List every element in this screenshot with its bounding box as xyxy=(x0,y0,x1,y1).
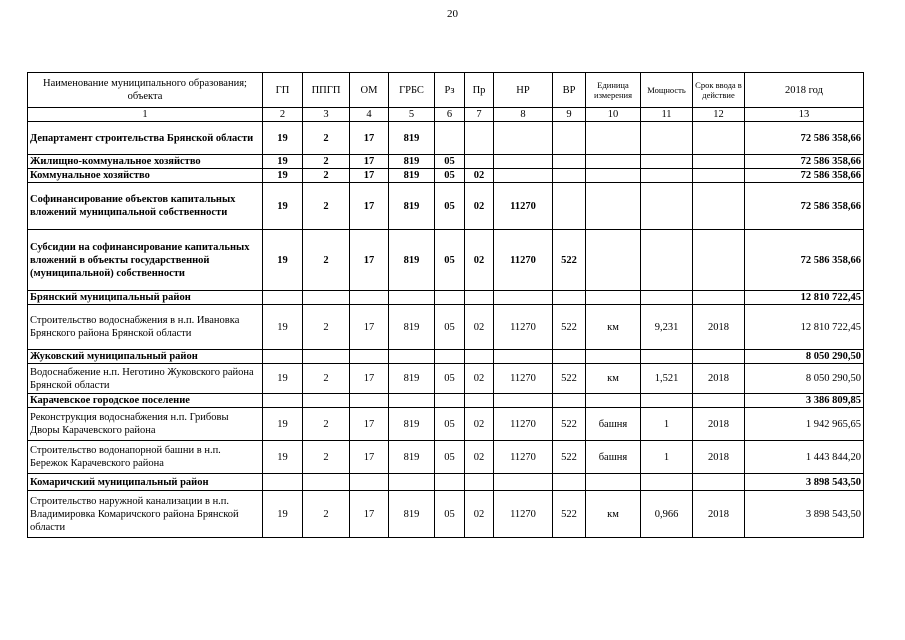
column-number-row xyxy=(28,108,864,122)
table-cell xyxy=(494,291,553,305)
cell-om: 17 xyxy=(350,305,389,350)
cell-rz: 05 xyxy=(435,364,465,394)
cell-vr xyxy=(553,169,586,183)
table-row xyxy=(28,155,864,169)
table-cell xyxy=(641,394,693,408)
cell-unit: башня xyxy=(586,408,641,441)
table-cell xyxy=(641,474,693,491)
table-cell xyxy=(350,350,389,364)
cell-gp: 19 xyxy=(263,441,303,474)
table-cell xyxy=(465,474,494,491)
cell-nr: 11270 xyxy=(494,305,553,350)
cell-pr: 02 xyxy=(465,305,494,350)
cell-nr: 11270 xyxy=(494,230,553,291)
column-number: 12 xyxy=(693,108,745,122)
cell-rz: 05 xyxy=(435,183,465,230)
cell-amount: 72 586 358,66 xyxy=(745,155,864,169)
cell-pr xyxy=(465,122,494,155)
cell-vr: 522 xyxy=(553,441,586,474)
column-header: Мощность xyxy=(641,73,693,108)
table-row xyxy=(28,474,864,491)
table-cell xyxy=(389,291,435,305)
column-number: 7 xyxy=(465,108,494,122)
column-number: 3 xyxy=(303,108,350,122)
cell-om: 17 xyxy=(350,155,389,169)
column-header: ВР xyxy=(553,73,586,108)
cell-grbs: 819 xyxy=(389,408,435,441)
cell-gp: 19 xyxy=(263,122,303,155)
cell-power xyxy=(641,122,693,155)
table-row xyxy=(28,122,864,155)
cell-grbs: 819 xyxy=(389,122,435,155)
cell-amount: 3 386 809,85 xyxy=(745,394,864,408)
cell-grbs: 819 xyxy=(389,364,435,394)
cell-ppgp: 2 xyxy=(303,364,350,394)
cell-ppgp: 2 xyxy=(303,122,350,155)
cell-unit: км xyxy=(586,491,641,538)
cell-power: 1 xyxy=(641,441,693,474)
cell-om: 17 xyxy=(350,364,389,394)
table-cell xyxy=(303,394,350,408)
cell-amount: 72 586 358,66 xyxy=(745,122,864,155)
cell-ppgp: 2 xyxy=(303,305,350,350)
table-cell xyxy=(641,291,693,305)
column-header: ППГП xyxy=(303,73,350,108)
cell-pr: 02 xyxy=(465,183,494,230)
cell-nr xyxy=(494,169,553,183)
page-number: 20 xyxy=(447,8,458,20)
cell-unit: км xyxy=(586,364,641,394)
cell-gp: 19 xyxy=(263,491,303,538)
column-header: Единица измерения xyxy=(586,73,641,108)
table-row xyxy=(28,491,864,538)
table-row xyxy=(28,291,864,305)
column-header: Рз xyxy=(435,73,465,108)
cell-unit xyxy=(586,155,641,169)
cell-ppgp: 2 xyxy=(303,408,350,441)
column-header: Пр xyxy=(465,73,494,108)
cell-nr xyxy=(494,155,553,169)
table-cell xyxy=(494,394,553,408)
cell-unit xyxy=(586,122,641,155)
table-cell xyxy=(435,291,465,305)
cell-year xyxy=(693,122,745,155)
table-row xyxy=(28,408,864,441)
table-cell xyxy=(465,350,494,364)
cell-grbs: 819 xyxy=(389,441,435,474)
row-name: Строительство водонапорной башни в н.п. Бережок Карачевского района xyxy=(28,441,263,474)
cell-grbs: 819 xyxy=(389,230,435,291)
row-name: Коммунальное хозяйство xyxy=(28,169,263,183)
table-row xyxy=(28,183,864,230)
cell-pr xyxy=(465,155,494,169)
cell-ppgp: 2 xyxy=(303,183,350,230)
row-name: Реконструкция водоснабжения н.п. Грибовы Дворы Карачевского района xyxy=(28,408,263,441)
cell-amount: 12 810 722,45 xyxy=(745,305,864,350)
row-name: Департамент строительства Брянской области xyxy=(28,122,263,155)
table-cell xyxy=(465,394,494,408)
row-name: Софинансирование объектов капитальных вложений муниципальной собственности xyxy=(28,183,263,230)
table-cell xyxy=(494,474,553,491)
table-row xyxy=(28,350,864,364)
table-cell xyxy=(553,291,586,305)
table-cell xyxy=(553,394,586,408)
cell-power: 9,231 xyxy=(641,305,693,350)
cell-rz: 05 xyxy=(435,155,465,169)
table-cell xyxy=(350,394,389,408)
cell-om: 17 xyxy=(350,408,389,441)
cell-rz: 05 xyxy=(435,169,465,183)
table-row xyxy=(28,230,864,291)
column-number: 6 xyxy=(435,108,465,122)
column-number: 1 xyxy=(28,108,263,122)
cell-om: 17 xyxy=(350,122,389,155)
budget-table xyxy=(27,72,864,538)
cell-nr: 11270 xyxy=(494,183,553,230)
cell-grbs: 819 xyxy=(389,155,435,169)
cell-year: 2018 xyxy=(693,305,745,350)
table-row xyxy=(28,394,864,408)
table-cell xyxy=(586,394,641,408)
table-cell xyxy=(263,474,303,491)
cell-amount: 72 586 358,66 xyxy=(745,169,864,183)
cell-rz: 05 xyxy=(435,305,465,350)
cell-unit: башня xyxy=(586,441,641,474)
cell-gp: 19 xyxy=(263,364,303,394)
cell-pr: 02 xyxy=(465,169,494,183)
cell-pr: 02 xyxy=(465,230,494,291)
cell-amount: 12 810 722,45 xyxy=(745,291,864,305)
table-cell xyxy=(693,474,745,491)
cell-year: 2018 xyxy=(693,408,745,441)
cell-nr xyxy=(494,122,553,155)
cell-ppgp: 2 xyxy=(303,155,350,169)
cell-om: 17 xyxy=(350,183,389,230)
cell-vr: 522 xyxy=(553,491,586,538)
column-number: 10 xyxy=(586,108,641,122)
table-cell xyxy=(693,350,745,364)
cell-amount: 72 586 358,66 xyxy=(745,230,864,291)
cell-pr: 02 xyxy=(465,408,494,441)
table-row xyxy=(28,305,864,350)
cell-nr: 11270 xyxy=(494,408,553,441)
column-number: 5 xyxy=(389,108,435,122)
table-cell xyxy=(303,474,350,491)
row-name: Строительство наружной канализации в н.п. Владимировка Комаричского района Брянской области xyxy=(28,491,263,538)
row-name: Строительство водоснабжения в н.п. Ивановка Брянского района Брянской области xyxy=(28,305,263,350)
cell-om: 17 xyxy=(350,230,389,291)
table-cell xyxy=(465,291,494,305)
cell-rz: 05 xyxy=(435,491,465,538)
row-name: Карачевское городское поселение xyxy=(28,394,263,408)
table-cell xyxy=(389,474,435,491)
table-cell xyxy=(350,291,389,305)
cell-amount: 1 443 844,20 xyxy=(745,441,864,474)
cell-rz xyxy=(435,122,465,155)
cell-power xyxy=(641,155,693,169)
cell-unit xyxy=(586,230,641,291)
table-header-row xyxy=(28,73,864,108)
column-number: 4 xyxy=(350,108,389,122)
column-header: ОМ xyxy=(350,73,389,108)
cell-year xyxy=(693,230,745,291)
table-cell xyxy=(641,350,693,364)
cell-om: 17 xyxy=(350,441,389,474)
table-cell xyxy=(263,350,303,364)
column-header: 2018 год xyxy=(745,73,864,108)
cell-year: 2018 xyxy=(693,364,745,394)
cell-pr: 02 xyxy=(465,491,494,538)
row-name: Жуковский муниципальный район xyxy=(28,350,263,364)
table-cell xyxy=(553,474,586,491)
cell-year xyxy=(693,183,745,230)
cell-gp: 19 xyxy=(263,183,303,230)
row-name: Субсидии на софинансирование капитальных вложений в объекты государственной (муниципальной) собственности xyxy=(28,230,263,291)
column-header: Срок ввода в действие xyxy=(693,73,745,108)
cell-vr xyxy=(553,122,586,155)
cell-om: 17 xyxy=(350,169,389,183)
cell-grbs: 819 xyxy=(389,491,435,538)
cell-year xyxy=(693,155,745,169)
table-cell xyxy=(693,291,745,305)
cell-nr: 11270 xyxy=(494,364,553,394)
table-cell xyxy=(586,350,641,364)
table-cell xyxy=(263,291,303,305)
cell-year: 2018 xyxy=(693,491,745,538)
row-name: Водоснабжение н.п. Неготино Жуковского района Брянской области xyxy=(28,364,263,394)
cell-grbs: 819 xyxy=(389,183,435,230)
table-cell xyxy=(263,394,303,408)
cell-vr xyxy=(553,155,586,169)
cell-grbs: 819 xyxy=(389,169,435,183)
cell-vr: 522 xyxy=(553,364,586,394)
table-row xyxy=(28,364,864,394)
column-header: ГРБС xyxy=(389,73,435,108)
cell-power xyxy=(641,169,693,183)
row-name: Брянский муниципальный район xyxy=(28,291,263,305)
cell-amount: 8 050 290,50 xyxy=(745,364,864,394)
cell-amount: 3 898 543,50 xyxy=(745,491,864,538)
cell-amount: 3 898 543,50 xyxy=(745,474,864,491)
cell-rz: 05 xyxy=(435,441,465,474)
cell-gp: 19 xyxy=(263,305,303,350)
cell-power xyxy=(641,230,693,291)
cell-pr: 02 xyxy=(465,364,494,394)
cell-vr: 522 xyxy=(553,230,586,291)
table-cell xyxy=(303,291,350,305)
cell-ppgp: 2 xyxy=(303,441,350,474)
column-number: 8 xyxy=(494,108,553,122)
cell-unit xyxy=(586,183,641,230)
cell-gp: 19 xyxy=(263,408,303,441)
cell-power: 1 xyxy=(641,408,693,441)
cell-ppgp: 2 xyxy=(303,230,350,291)
cell-power xyxy=(641,183,693,230)
cell-year xyxy=(693,169,745,183)
table-cell xyxy=(586,291,641,305)
cell-rz: 05 xyxy=(435,230,465,291)
row-name: Жилищно-коммунальное хозяйство xyxy=(28,155,263,169)
table-cell xyxy=(494,350,553,364)
table-row xyxy=(28,441,864,474)
cell-grbs: 819 xyxy=(389,305,435,350)
table-cell xyxy=(435,394,465,408)
cell-vr: 522 xyxy=(553,305,586,350)
cell-power: 1,521 xyxy=(641,364,693,394)
cell-pr: 02 xyxy=(465,441,494,474)
table-cell xyxy=(389,350,435,364)
cell-amount: 72 586 358,66 xyxy=(745,183,864,230)
cell-ppgp: 2 xyxy=(303,491,350,538)
cell-amount: 8 050 290,50 xyxy=(745,350,864,364)
column-number: 2 xyxy=(263,108,303,122)
column-number: 13 xyxy=(745,108,864,122)
table-cell xyxy=(303,350,350,364)
cell-year: 2018 xyxy=(693,441,745,474)
cell-nr: 11270 xyxy=(494,441,553,474)
table-cell xyxy=(350,474,389,491)
cell-power: 0,966 xyxy=(641,491,693,538)
cell-unit: км xyxy=(586,305,641,350)
cell-amount: 1 942 965,65 xyxy=(745,408,864,441)
column-header: Наименование муниципального образования; объекта xyxy=(28,73,263,108)
cell-gp: 19 xyxy=(263,155,303,169)
table-row xyxy=(28,169,864,183)
cell-vr xyxy=(553,183,586,230)
cell-om: 17 xyxy=(350,491,389,538)
cell-rz: 05 xyxy=(435,408,465,441)
cell-vr: 522 xyxy=(553,408,586,441)
table-cell xyxy=(435,350,465,364)
table-cell xyxy=(586,474,641,491)
table-cell xyxy=(553,350,586,364)
cell-gp: 19 xyxy=(263,230,303,291)
cell-unit xyxy=(586,169,641,183)
cell-ppgp: 2 xyxy=(303,169,350,183)
column-number: 11 xyxy=(641,108,693,122)
column-header: НР xyxy=(494,73,553,108)
table-cell xyxy=(435,474,465,491)
row-name: Комаричский муниципальный район xyxy=(28,474,263,491)
table-cell xyxy=(389,394,435,408)
table-cell xyxy=(693,394,745,408)
cell-gp: 19 xyxy=(263,169,303,183)
cell-nr: 11270 xyxy=(494,491,553,538)
column-number: 9 xyxy=(553,108,586,122)
column-header: ГП xyxy=(263,73,303,108)
